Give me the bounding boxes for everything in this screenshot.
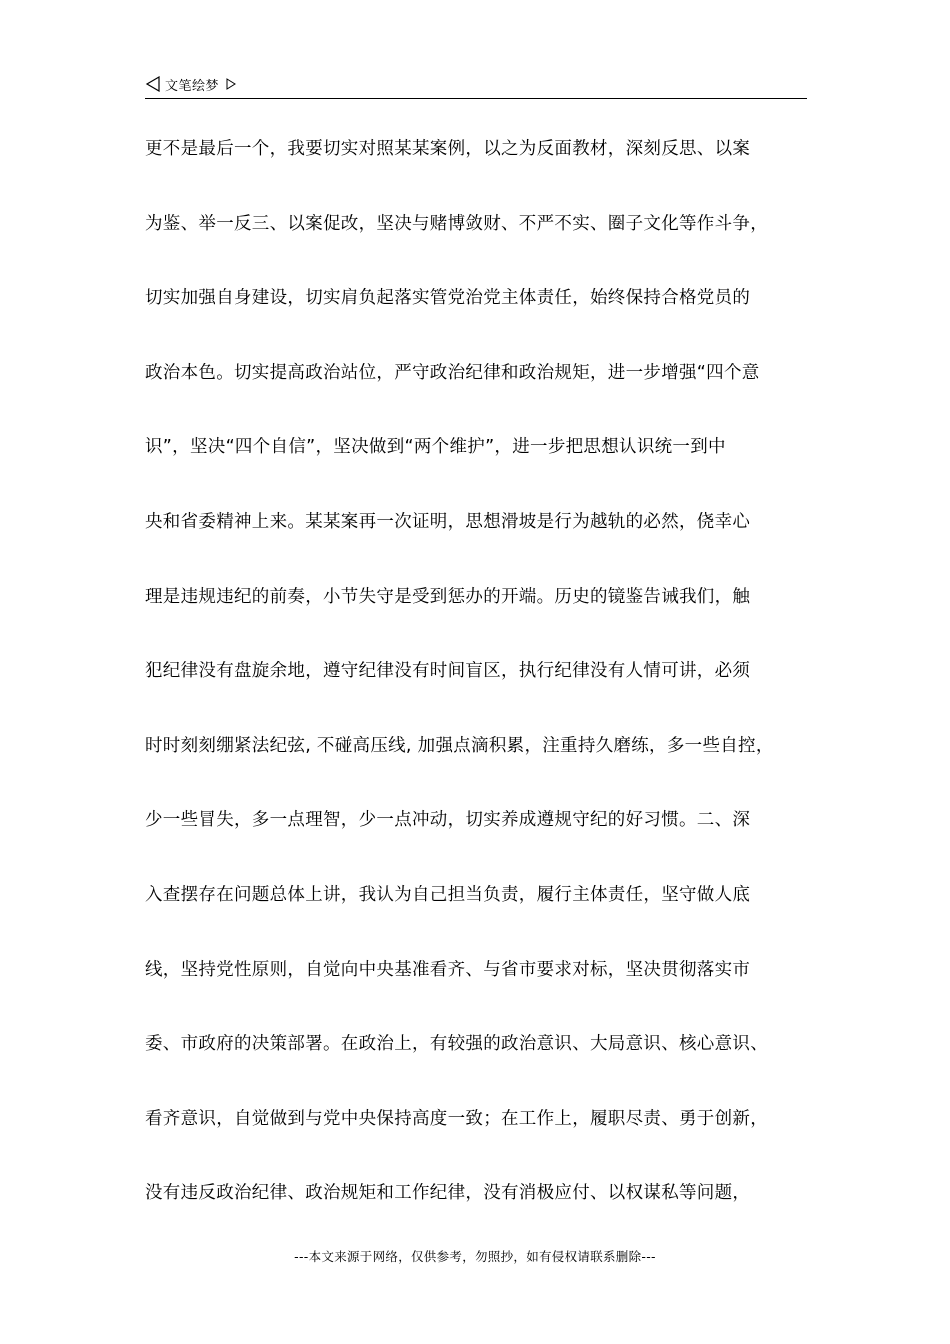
page-header bbox=[145, 74, 807, 99]
text-line: 更不是最后一个，我要切实对照某某案例，以之为反面教材，深刻反思、以案 bbox=[145, 139, 751, 159]
text-line: 看齐意识，自觉做到与党中央保持高度一致；在工作上，履职尽责、勇于创新， bbox=[145, 1108, 768, 1129]
text-line: 线，坚持党性原则，自觉向中央基准看齐、与省市要求对标，坚决贯彻落实市 bbox=[145, 959, 751, 980]
text-line: 时时刻刻绷紧法纪弦, 不碰高压线, 加强点滴积累，注重持久磨练，多一些自控， bbox=[145, 735, 774, 756]
header-title: 文笔绘梦 bbox=[165, 78, 220, 94]
text-line: 没有违反政治纪律、政治规矩和工作纪律，没有消极应付、以权谋私等问题， bbox=[145, 1183, 751, 1204]
text-line: 少一些冒失，多一点理智，少一点冲动，切实养成遵规守纪的好习惯。二、深 bbox=[145, 810, 751, 831]
text-line: 入查摆存在问题总体上讲，我认为自己担当负责，履行主体责任，坚守做人底 bbox=[145, 884, 751, 905]
text-line: 识”，坚决“四个自信”，坚决做到“两个维护”，进一步把思想认识统一到中 bbox=[145, 437, 726, 458]
header-row bbox=[145, 74, 807, 94]
footer-disclaimer: ---本文来源于网络，仅供参考，勿照抄，如有侵权请联系删除--- bbox=[294, 1249, 656, 1264]
text-line: 为鉴、举一反三、以案促改，坚决与赌博敛财、不严不实、圈子文化等作斗争， bbox=[145, 213, 768, 234]
text-line: 切实加强自身建设，切实肩负起落实管党治党主体责任，始终保持合格党员的 bbox=[145, 288, 751, 309]
document-body bbox=[145, 131, 815, 1250]
text-line: 央和省委精神上来。某某案再一次证明，思想滑坡是行为越轨的必然，侥幸心 bbox=[145, 511, 751, 532]
text-line: 政治本色。切实提高政治站位，严守政治纪律和政治规矩，进一步增强“四个意 bbox=[145, 362, 760, 383]
triangle-left-outline-icon bbox=[145, 76, 161, 92]
text-line: 理是违规违纪的前奏，小节失守是受到惩办的开端。历史的镜鉴告诫我们，触 bbox=[145, 586, 751, 607]
triangle-right-outline-icon bbox=[225, 75, 237, 87]
text-line: 犯纪律没有盘旋余地，遵守纪律没有时间盲区，执行纪律没有人情可讲，必须 bbox=[145, 661, 751, 682]
text-line: 委、市政府的决策部署。在政治上，有较强的政治意识、大局意识、核心意识、 bbox=[145, 1034, 768, 1055]
